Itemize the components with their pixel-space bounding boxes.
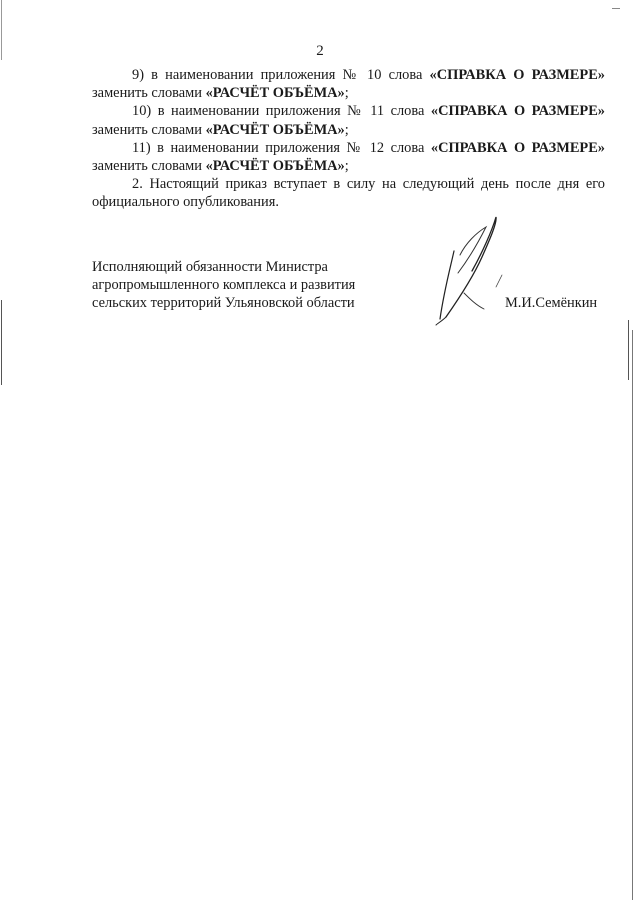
amendment-item-9	[92, 66, 605, 102]
item-text: 10) в наименовании приложения № 11 слова	[132, 103, 431, 120]
old-title: «СПРАВКА О РАЗМЕРЕ»	[430, 103, 606, 120]
item-text: ;	[344, 121, 349, 138]
item-text: заменить словами	[92, 85, 206, 102]
scan-edge-mark-top-right	[612, 8, 620, 9]
scan-edge-line-right-top	[628, 320, 629, 380]
signatory-title	[92, 258, 392, 313]
item-text: заменить словами	[92, 158, 206, 175]
new-title: «РАСЧЁТ ОБЪЁМА»	[205, 158, 345, 175]
item-text: ;	[344, 85, 349, 102]
signatory-name: М.И.Семёнкин	[505, 295, 598, 311]
item-text: 11) в наименовании приложения № 12 слова	[132, 139, 431, 156]
scan-edge-line-right	[632, 330, 633, 900]
signatory-line-2: агропромышленного комплекса и развития	[92, 277, 356, 294]
signatory-line-3: сельских территорий Ульяновской области	[92, 295, 355, 312]
old-title: «СПРАВКА О РАЗМЕРЕ»	[429, 67, 605, 83]
old-title: «СПРАВКА О РАЗМЕРЕ»	[430, 139, 606, 156]
handwritten-signature	[430, 213, 510, 328]
item-text: ;	[344, 158, 349, 175]
new-title: «РАСЧЁТ ОБЪЁМА»	[205, 85, 345, 102]
item-text: 9) в наименовании приложения № 10 слова	[132, 67, 430, 83]
scan-edge-line-left	[1, 300, 2, 385]
signatory-line-1: Исполняющий обязанности Министра	[92, 259, 328, 275]
clause-2: 2. Настоящий приказ вступает в силу на следующий день после дня его официального опубликования.	[92, 176, 605, 211]
page-number: 2	[316, 43, 324, 59]
amendment-item-11	[92, 139, 605, 175]
scan-edge-line-top-left	[1, 0, 2, 60]
item-text: заменить словами	[92, 121, 206, 138]
amendment-item-10	[92, 102, 605, 138]
new-title: «РАСЧЁТ ОБЪЁМА»	[205, 121, 345, 138]
document-body	[92, 66, 605, 212]
